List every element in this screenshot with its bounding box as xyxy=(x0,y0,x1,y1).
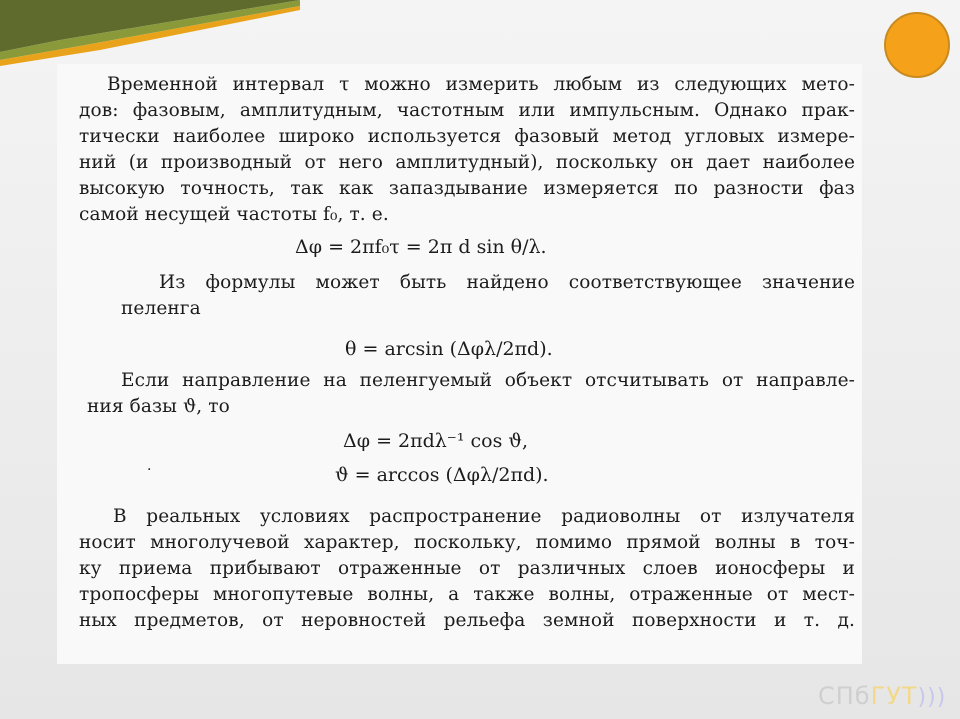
formula-bearing-arcsin: θ = arcsin (Δφλ/2πd). xyxy=(345,338,553,360)
paragraph-line: тропосферы многопутевые волны, а также волны, отраженные от мест- xyxy=(79,584,855,605)
scanned-text-page xyxy=(57,64,862,664)
formula-phase-cos: Δφ = 2πdλ⁻¹ cos ϑ, xyxy=(343,430,528,452)
logo-text-gut: ГУТ xyxy=(870,682,918,710)
university-logo xyxy=(818,680,946,712)
paragraph-line: Если направление на пеленгуемый объект отсчитывать от направле- xyxy=(121,370,855,391)
paragraph-line: самой несущей частоты f₀, т. е. xyxy=(79,204,389,225)
paragraph-line: тически наиболее широко используется фазовый метод угловых измере- xyxy=(79,126,855,147)
paragraph-2 xyxy=(79,270,855,322)
paragraph-3 xyxy=(79,368,855,420)
orange-circle-decoration xyxy=(884,12,950,78)
paragraph-line: ных предметов, от неровностей рельефа земной поверхности и т. д. xyxy=(79,610,855,631)
formula-phase-difference: Δφ = 2πf₀τ = 2π d sin θ/λ. xyxy=(295,236,547,258)
paragraph-1 xyxy=(79,72,855,228)
paragraph-line: дов: фазовым, амплитудным, частотным или импульсным. Однако прак- xyxy=(79,100,855,121)
logo-waves-icon: ))) xyxy=(917,685,947,710)
paragraph-line: ний (и производный от него амплитудный), поскольку он дает наиболее xyxy=(79,152,855,173)
paragraph-4 xyxy=(79,504,855,634)
paragraph-line: высокую точность, так как запаздывание измеряется по разности фаз xyxy=(79,178,855,199)
paragraph-line: ку приема прибывают отраженные от различных слоев ионосферы и xyxy=(79,558,855,579)
paragraph-line: Временной интервал τ можно измерить любым из следующих мето- xyxy=(107,74,855,95)
page-dot-mark: · xyxy=(147,462,152,478)
paragraph-line: носит многолучевой характер, поскольку, помимо прямой волны в точ- xyxy=(79,532,855,553)
paragraph-line: Из формулы может быть найдено соответствующее значение xyxy=(159,272,855,293)
paragraph-line: В реальных условиях распространение радиоволны от излучателя xyxy=(113,506,855,527)
corner-stripes-decoration xyxy=(0,0,300,70)
formula-angle-arccos: ϑ = arccos (Δφλ/2πd). xyxy=(335,464,549,486)
paragraph-line: ния базы ϑ, то xyxy=(87,396,230,417)
paragraph-line: пеленга xyxy=(121,298,201,319)
logo-text-spb: СПб xyxy=(818,682,871,710)
